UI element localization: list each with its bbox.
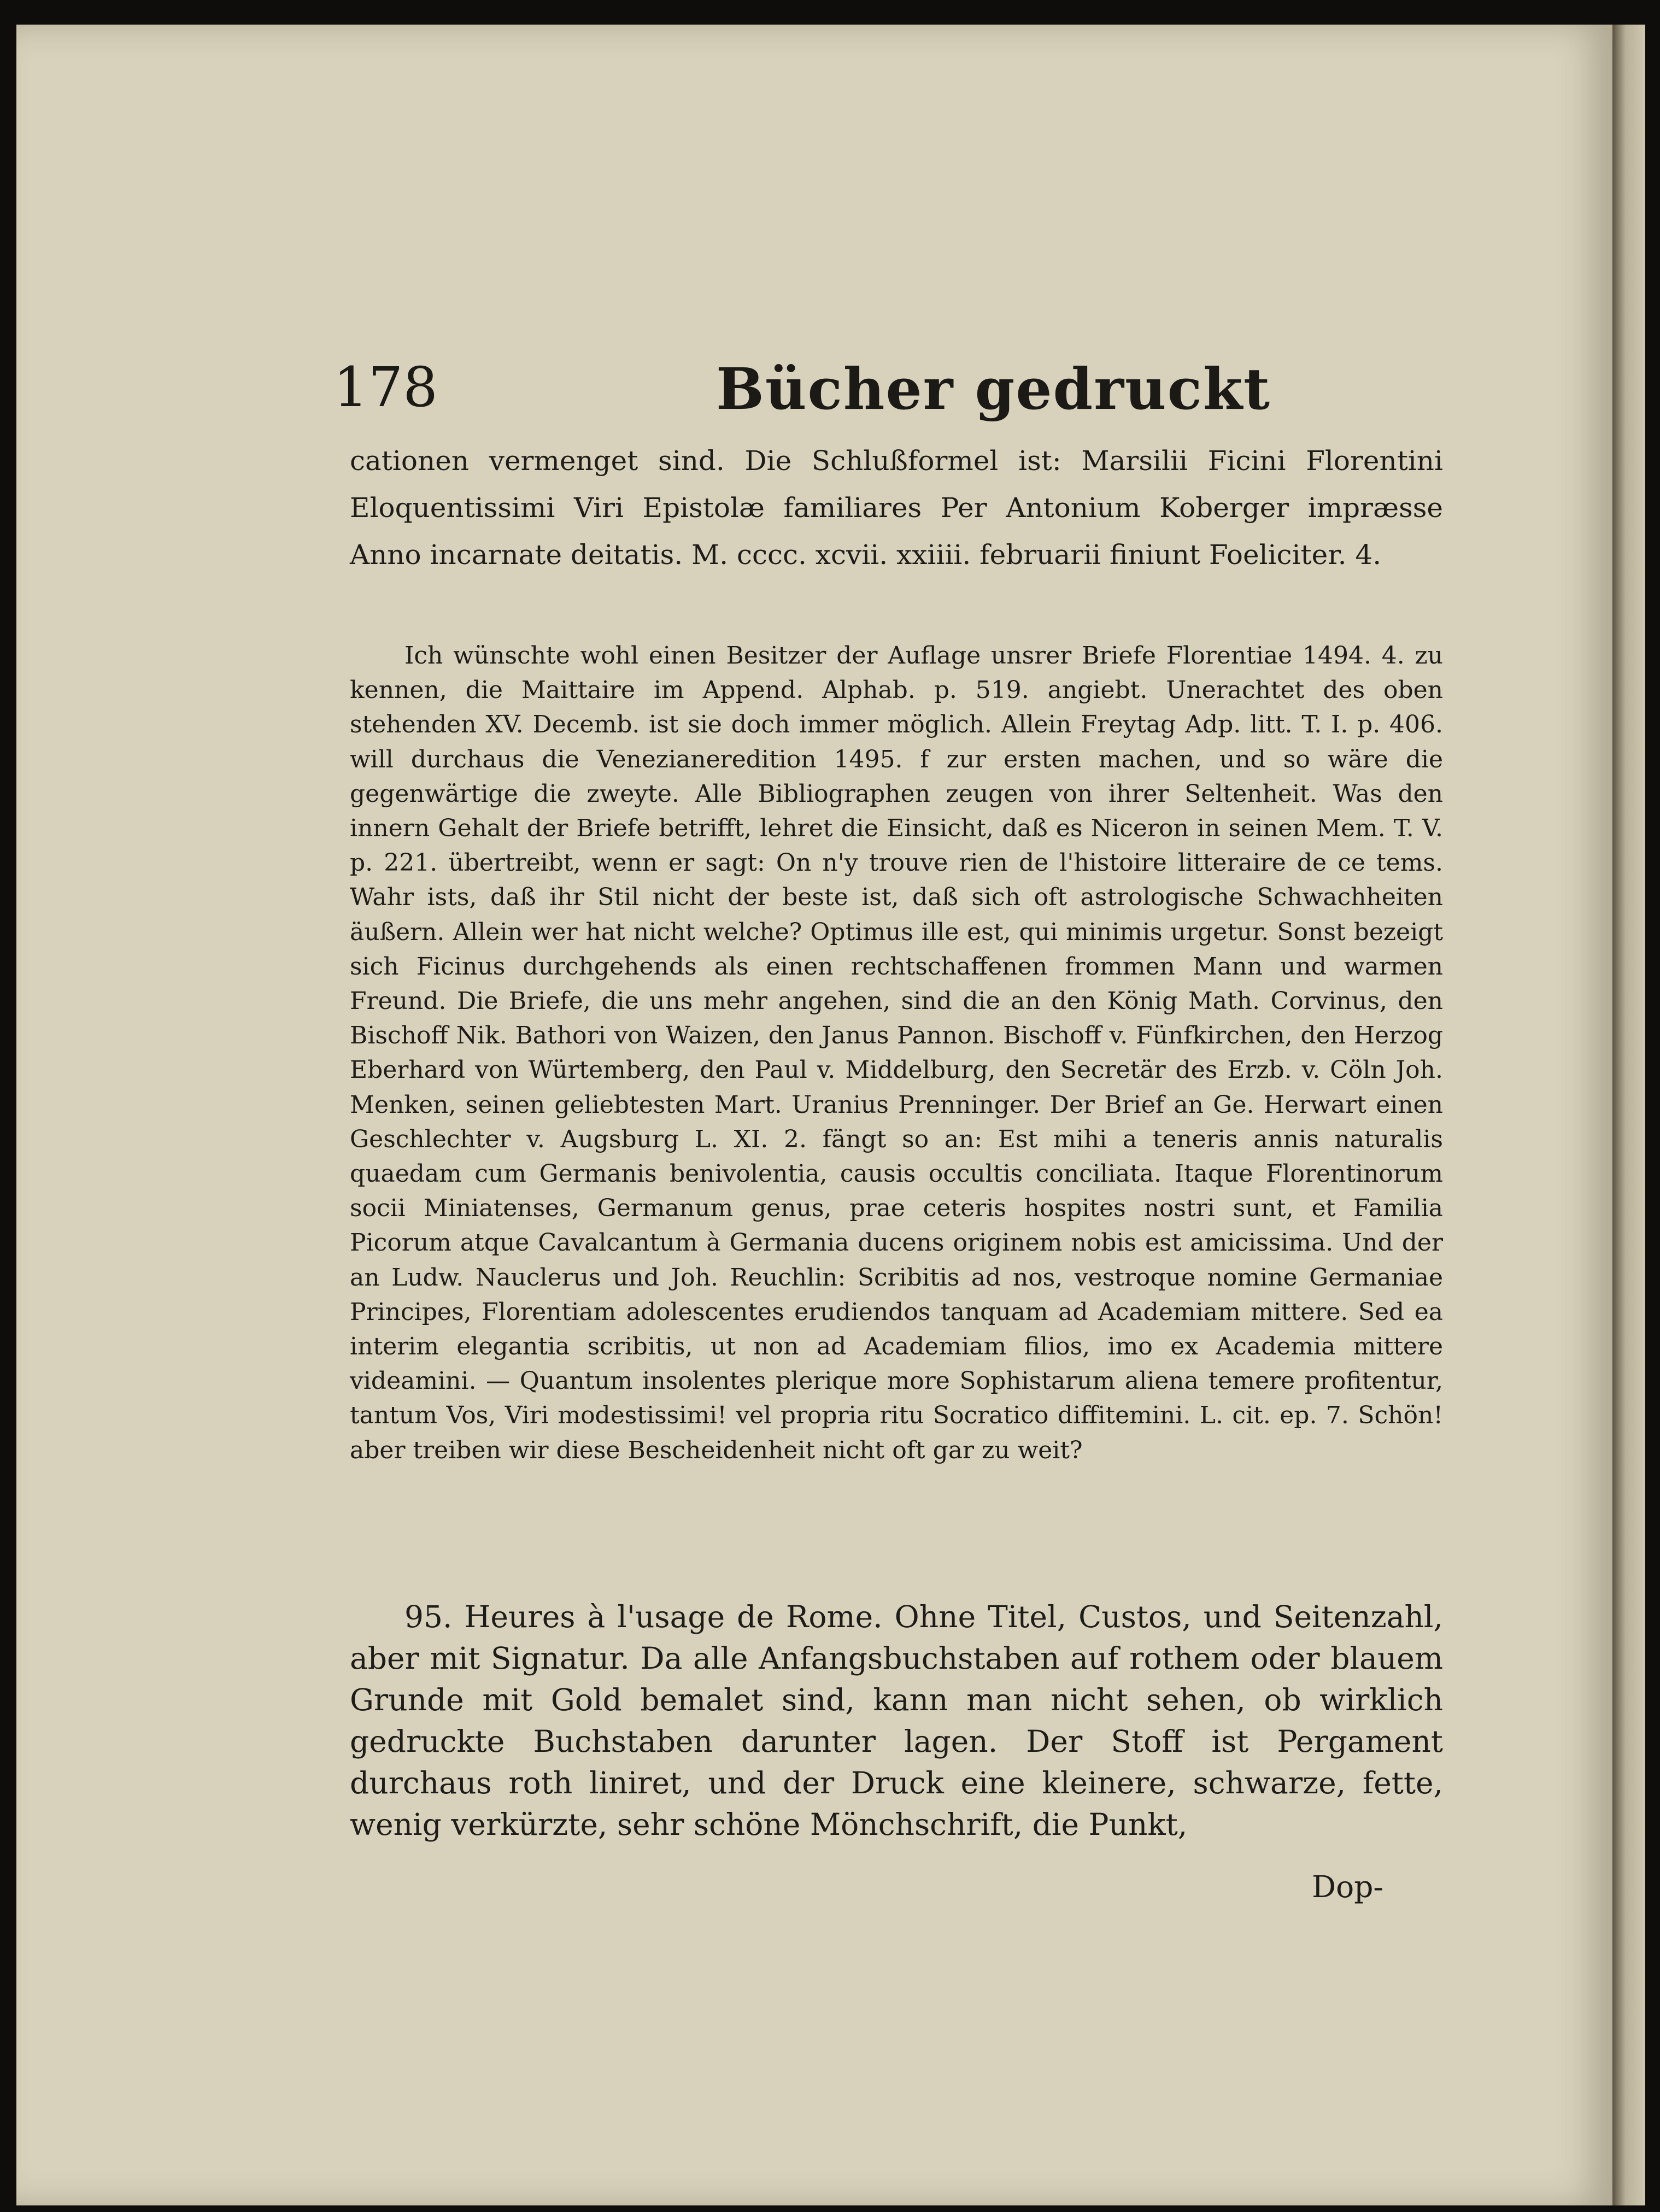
page-header [333,355,1454,423]
page-number: 178 [333,355,438,419]
paragraph-2: Ich wünschte wohl einen Besitzer der Auflage unsrer Briefe Florentiae 1494. 4. zu kennen, die Maittaire im Append. Alphab. p. 519. angiebt. Unerachtet des oben stehenden XV. Decemb. ist sie doch immer möglich. Allein Freytag Adp. litt. T. I. p. 406. will durchaus die Venezianeredition 1495. f zur ersten machen, und so wäre die gegenwärtige die zweyte. Alle Bibliographen zeugen von ihrer Seltenheit. Was den innern Gehalt der Briefe betrifft, lehret die Einsicht, daß es Niceron in seinen Mem. T. V. p. 221. übertreibt, wenn er sagt: On n'y trouve rien de l'histoire litteraire de ce tems. Wahr ists, daß ihr Stil nicht der beste ist, daß sich oft astrologische Schwachheiten äußern. Allein wer hat nicht welche? Optimus ille est, qui minimis urgetur. Sonst bezeigt sich Ficinus durchgehends als einen rechtschaffenen frommen Mann und warmen Freund. Die Briefe, die uns mehr angehen, sind die an den König Math. Corvinus, den Bischoff Nik. Bathori von Waizen, den Janus Pannon. Bischoff v. Fünfkirchen, den Herzog Eberhard von Würtemberg, den Paul v. Middelburg, den Secretär des Erzb. v. Cöln Joh. Menken, seinen geliebtesten Mart. Uranius Prenninger. Der Brief an Ge. Herwart einen Geschlechter v. Augsburg L. XI. 2. fängt so an: Est mihi a teneris annis naturalis quaedam cum Germanis benivolentia, causis occultis conciliata. Itaque Florentinorum socii Miniatenses, Germanum genus, prae ceteris hospites nostri sunt, et Familia Picorum atque Cavalcantum à Germania ducens originem nobis est amicissima. Und der an Ludw. Nauclerus und Joh. Reuchlin: Scribitis ad nos, vestroque nomine Germaniae Principes, Florentiam adolescentes erudiendos tanquam ad Academiam mittere. Sed ea interim elegantia scribitis, ut non ad Academiam filios, imo ex Academia mittere videamini. — Quantum insolentes plerique more Sophistarum aliena temere profitentur, tantum Vos, Viri modestissimi! vel propria ritu Socratico diffitemini. L. cit. ep. 7. Schön! aber treiben wir diese Bescheidenheit nicht oft gar zu weit? [350,642,1443,1464]
running-title: Bücher gedruckt [716,355,1271,423]
paragraph-3: 95. Heures à l'usage de Rome. Ohne Titel, Custos, und Seitenzahl, aber mit Signatur. Da alle Anfangsbuchstaben auf rothem oder blauem Grunde mit Gold bemalet sind, kann man nicht sehen, ob wirklich gedruckte Buchstaben darunter lagen. Der Stoff ist Pergament durchaus roth liniret, und der Druck eine kleinere, schwarze, fette, wenig verkürzte, sehr schöne Mönchschrift, die Punkt, [350,1599,1443,1842]
page-gutter [1612,25,1645,2205]
paragraph-1: cationen vermenget sind. Die Schlußformel ist: Marsilii Ficini Florentini Eloquentissimi Viri Epistolæ familiares Per Antonium Koberger impræsse Anno incarnate deitatis. M. cccc. xcvii. xxiiii. februarii finiunt Foeliciter. 4. [350,445,1443,571]
catchword: Dop- [1312,1869,1384,1904]
